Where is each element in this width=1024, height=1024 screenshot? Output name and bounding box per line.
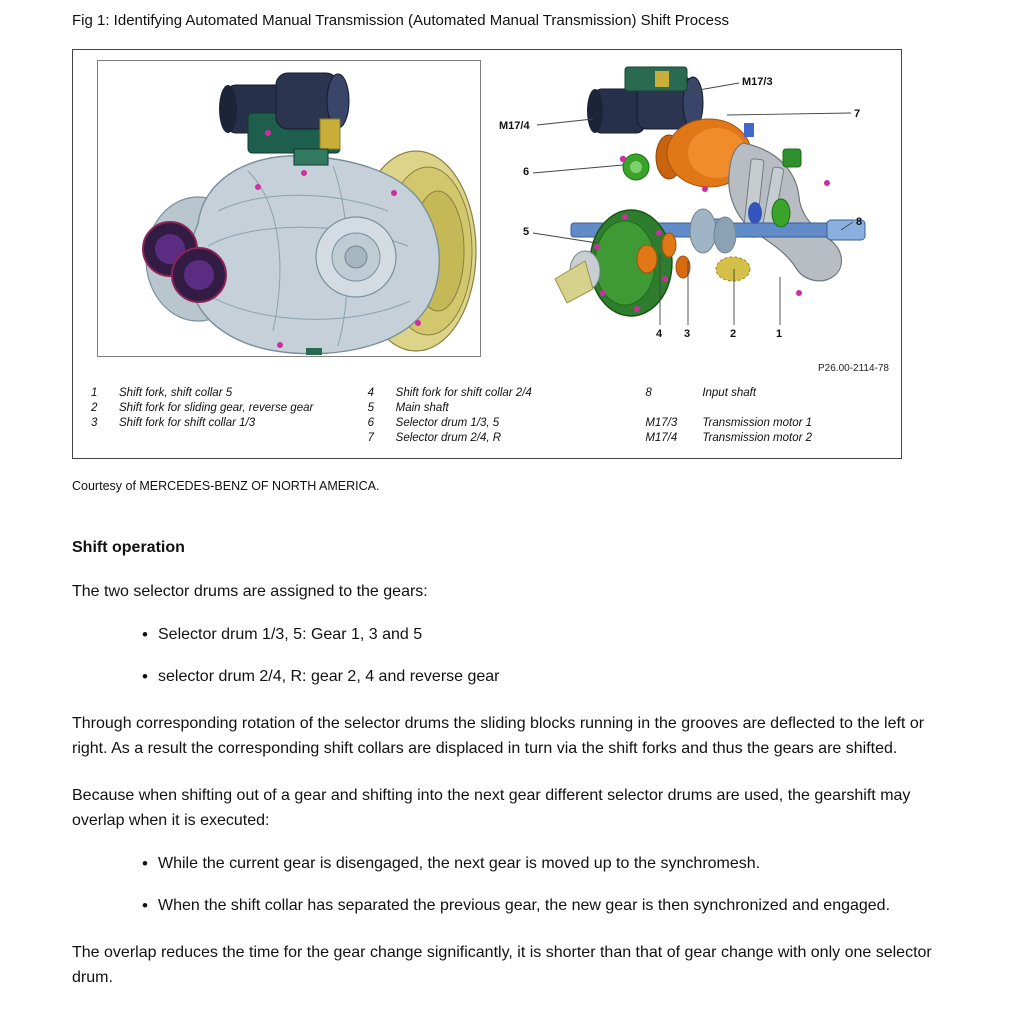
- legend-text: Input shaft: [702, 387, 757, 399]
- legend-text: Shift fork, shift collar 5: [119, 387, 233, 399]
- figure-legend: [73, 384, 895, 452]
- bottom-sensor: [306, 348, 322, 355]
- output-flange: [555, 251, 600, 303]
- figure-frame: [72, 49, 902, 459]
- legend-key: 6: [367, 417, 375, 429]
- callout-6: 6: [523, 166, 530, 178]
- legend-key: M17/3: [645, 417, 678, 429]
- callout-7: 7: [854, 108, 861, 120]
- legend-text: Shift fork for sliding gear, reverse gear: [119, 402, 314, 414]
- list-item: • When the shift collar has separated the previous gear, the new gear is then synchronized and engaged.: [158, 893, 932, 918]
- legend-text: Selector drum 1/3, 5: [395, 417, 500, 429]
- figure-images: [73, 60, 895, 357]
- housing-body: [188, 156, 439, 354]
- housing-center-boss: [316, 217, 396, 297]
- bullet-list-overlap: [72, 851, 932, 918]
- legend-key: 5: [367, 402, 375, 414]
- legend-item: [91, 416, 368, 431]
- shift-motor-assembly: [219, 73, 349, 165]
- callout-5: 5: [523, 226, 530, 238]
- legend-key: 1: [91, 387, 98, 399]
- legend-text: Selector drum 2/4, R: [395, 432, 502, 444]
- legend-key: M17/4: [645, 432, 678, 444]
- legend-key: 3: [91, 417, 98, 429]
- green-pinion-gear: [620, 154, 649, 180]
- callout-8: 8: [856, 216, 863, 228]
- figure-title: Fig 1: Identifying Automated Manual Transmission (Automated Manual Transmission) Shift Process: [72, 12, 729, 29]
- paragraph-overlap-intro: Because when shifting out of a gear and shifting into the next gear different selector drums are used, the gearshift may overlap when it is executed:: [72, 787, 911, 829]
- figure-part-code: P26.00-2114-78: [818, 363, 889, 374]
- legend-column-1: [91, 386, 368, 446]
- section-heading: Shift operation: [72, 539, 185, 556]
- transmission-internal-frame: [497, 62, 889, 356]
- legend-item: [645, 416, 895, 431]
- list-item: • Selector drum 1/3, 5: Gear 1, 3 and 5: [158, 622, 932, 647]
- legend-column-3: [645, 386, 895, 446]
- courtesy-line: Courtesy of MERCEDES-BENZ OF NORTH AMERICA.: [72, 479, 380, 493]
- legend-text: Shift fork for shift collar 2/4: [395, 387, 532, 399]
- legend-column-2: [368, 386, 646, 446]
- callout-3: 3: [684, 328, 691, 340]
- gear-cluster: [690, 202, 762, 281]
- transmission-exterior-frame: [97, 60, 481, 357]
- transmission-exterior-illustration: [98, 61, 480, 356]
- legend-key: 8: [645, 387, 652, 399]
- transmission-internal-illustration: [497, 62, 889, 356]
- legend-item: [368, 431, 646, 446]
- callout-4: 4: [656, 328, 663, 340]
- paragraph-intro: The two selector drums are assigned to the gears:: [72, 583, 428, 600]
- legend-item: [368, 401, 646, 416]
- legend-text: Shift fork for shift collar 1/3: [119, 417, 256, 429]
- legend-item: [91, 401, 368, 416]
- legend-key: 4: [367, 387, 375, 399]
- legend-key: 2: [91, 402, 98, 414]
- callout-m17-4: M17/4: [499, 120, 530, 132]
- legend-item: [645, 386, 895, 401]
- legend-item: [368, 416, 646, 431]
- legend-text: Main shaft: [395, 402, 449, 414]
- legend-item: [645, 431, 895, 446]
- legend-text: Transmission motor 1: [702, 417, 813, 429]
- legend-text: Transmission motor 2: [702, 432, 813, 444]
- bullet-list-drums: [72, 622, 932, 689]
- callout-2: 2: [730, 328, 737, 340]
- list-item: • selector drum 2/4, R: gear 2, 4 and reverse gear: [158, 664, 932, 689]
- legend-item: [368, 386, 646, 401]
- paragraph-conclusion: The overlap reduces the time for the gear change significantly, it is shorter than that of gear change with only one selector drum.: [72, 944, 932, 986]
- callout-1: 1: [776, 328, 783, 340]
- legend-key: 7: [367, 432, 375, 444]
- legend-item: [91, 386, 368, 401]
- list-item: • While the current gear is disengaged, the next gear is moved up to the synchromesh.: [158, 851, 932, 876]
- paragraph-rotation: Through corresponding rotation of the selector drums the sliding blocks running in the grooves are deflected to the left or right. As a result the corresponding shift collars are displaced in turn via the shift forks and thus the gears are shifted.: [72, 715, 925, 757]
- transmission-motors: [587, 67, 703, 133]
- callout-m17-3: M17/3: [742, 76, 773, 88]
